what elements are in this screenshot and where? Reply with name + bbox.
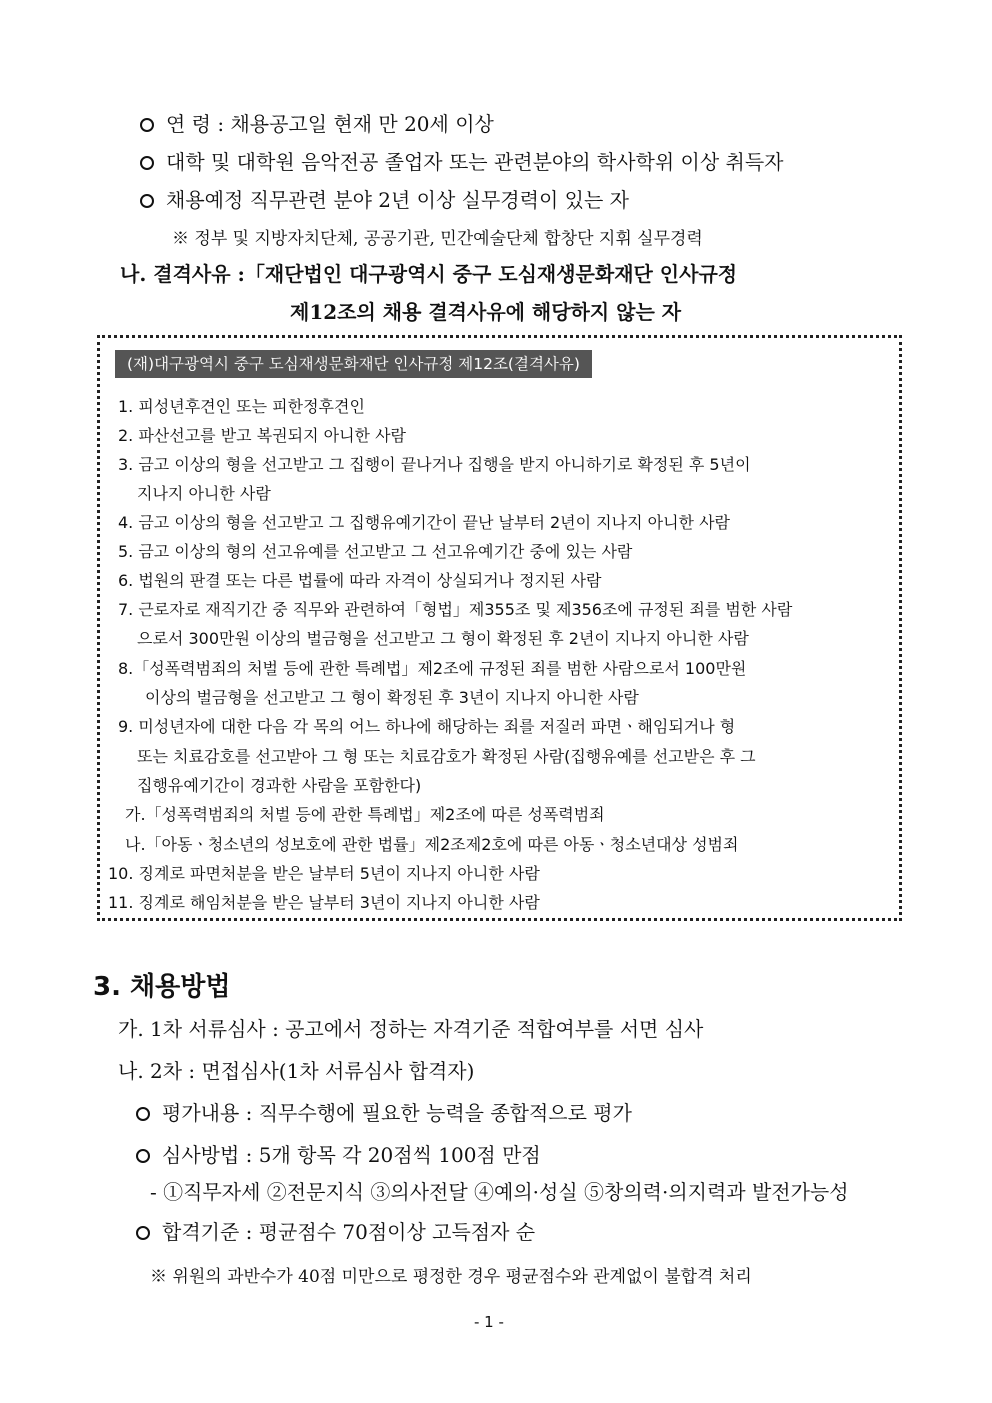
regulation-line: 10. 징계로 파면처분을 받은 날부터 5년이 지나지 아니한 사람 — [108, 864, 540, 883]
screening-step-1: 가. 1차 서류심사 : 공고에서 정하는 자격기준 적합여부를 서면 심사 — [118, 1017, 704, 1041]
eligibility-degree: 대학 및 대학원 음악전공 졸업자 또는 관련분야의 학사학위 이상 취득자 — [140, 146, 784, 175]
regulation-line: 으로서 300만원 이상의 벌금형을 선고받고 그 형이 확정된 후 2년이 지나지 아니한 사람 — [137, 629, 749, 648]
regulation-line: 11. 징계로 해임처분을 받은 날부터 3년이 지나지 아니한 사람 — [108, 893, 540, 912]
evaluation-items: - ①직무자세 ②전문지식 ③의사전달 ④예의·성실 ⑤창의력·의지력과 발전가능성 — [150, 1180, 849, 1204]
circle-bullet-icon — [140, 118, 154, 132]
page-number: - 1 - — [474, 1313, 504, 1331]
regulation-line: 또는 치료감호를 선고받아 그 형 또는 치료감호가 확정된 사람(집행유예를 선고받은 후 그 — [137, 747, 756, 766]
circle-bullet-icon — [140, 194, 154, 208]
regulation-line: 나.「아동ㆍ청소년의 성보호에 관한 법률」제2조제2호에 따른 아동ㆍ청소년대상 성범죄 — [125, 835, 739, 854]
pass-criteria: 합격기준 : 평균점수 70점이상 고득점자 순 — [136, 1216, 535, 1245]
evaluation-method: 심사방법 : 5개 항목 각 20점씩 100점 만점 — [136, 1139, 541, 1168]
screening-step-2: 나. 2차 : 면접심사(1차 서류심사 합격자) — [118, 1059, 475, 1083]
disqualification-line1: 나. 결격사유 :「재단법인 대구광역시 중구 도심재생문화재단 인사규정 — [120, 262, 738, 286]
regulation-box-title: (재)대구광역시 중구 도심재생문화재단 인사규정 제12조(결격사유) — [115, 350, 592, 378]
circle-bullet-icon — [136, 1107, 150, 1121]
section-heading: 3. 채용방법 — [93, 972, 231, 1002]
eligibility-note: ※ 정부 및 지방자치단체, 공공기관, 민간예술단체 합창단 지휘 실무경력 — [172, 229, 703, 249]
eligibility-age: 연 령 : 채용공고일 현재 만 20세 이상 — [140, 108, 494, 137]
disqualification-line2: 제12조의 채용 결격사유에 해당하지 않는 자 — [290, 300, 682, 324]
regulation-line: 5. 금고 이상의 형의 선고유예를 선고받고 그 선고유예기간 중에 있는 사람 — [118, 542, 633, 561]
evaluation-note: ※ 위원의 과반수가 40점 미만으로 평정한 경우 평균점수와 관계없이 불합격 처리 — [150, 1267, 752, 1287]
regulation-line: 4. 금고 이상의 형을 선고받고 그 집행유예기간이 끝난 날부터 2년이 지나지 아니한 사람 — [118, 513, 730, 532]
regulation-line: 8.「성폭력범죄의 처벌 등에 관한 특례법」제2조에 규정된 죄를 범한 사람으로서 100만원 — [118, 659, 747, 678]
regulation-line: 이상의 벌금형을 선고받고 그 형이 확정된 후 3년이 지나지 아니한 사람 — [145, 688, 639, 707]
circle-bullet-icon — [136, 1149, 150, 1163]
regulation-line: 2. 파산선고를 받고 복권되지 아니한 사람 — [118, 426, 406, 445]
regulation-line: 6. 법원의 판결 또는 다른 법률에 따라 자격이 상실되거나 정지된 사람 — [118, 571, 602, 590]
regulation-line: 지나지 아니한 사람 — [137, 484, 271, 503]
circle-bullet-icon — [136, 1226, 150, 1240]
evaluation-content: 평가내용 : 직무수행에 필요한 능력을 종합적으로 평가 — [136, 1097, 632, 1126]
regulation-line: 1. 피성년후견인 또는 피한정후견인 — [118, 397, 365, 416]
regulation-line: 7. 근로자로 재직기간 중 직무와 관련하여「형법」제355조 및 제356조에 규정된 죄를 범한 사람 — [118, 600, 793, 619]
regulation-line: 집행유예기간이 경과한 사람을 포함한다) — [137, 776, 422, 795]
circle-bullet-icon — [140, 156, 154, 170]
regulation-line: 가.「성폭력범죄의 처벌 등에 관한 특례법」제2조에 따른 성폭력범죄 — [125, 805, 605, 824]
regulation-line: 9. 미성년자에 대한 다음 각 목의 어느 하나에 해당하는 죄를 저질러 파면ㆍ해임되거나 형 — [118, 717, 736, 736]
eligibility-experience: 채용예정 직무관련 분야 2년 이상 실무경력이 있는 자 — [140, 184, 629, 213]
regulation-line: 3. 금고 이상의 형을 선고받고 그 집행이 끝나거나 집행을 받지 아니하기로 확정된 후 5년이 — [118, 455, 751, 474]
